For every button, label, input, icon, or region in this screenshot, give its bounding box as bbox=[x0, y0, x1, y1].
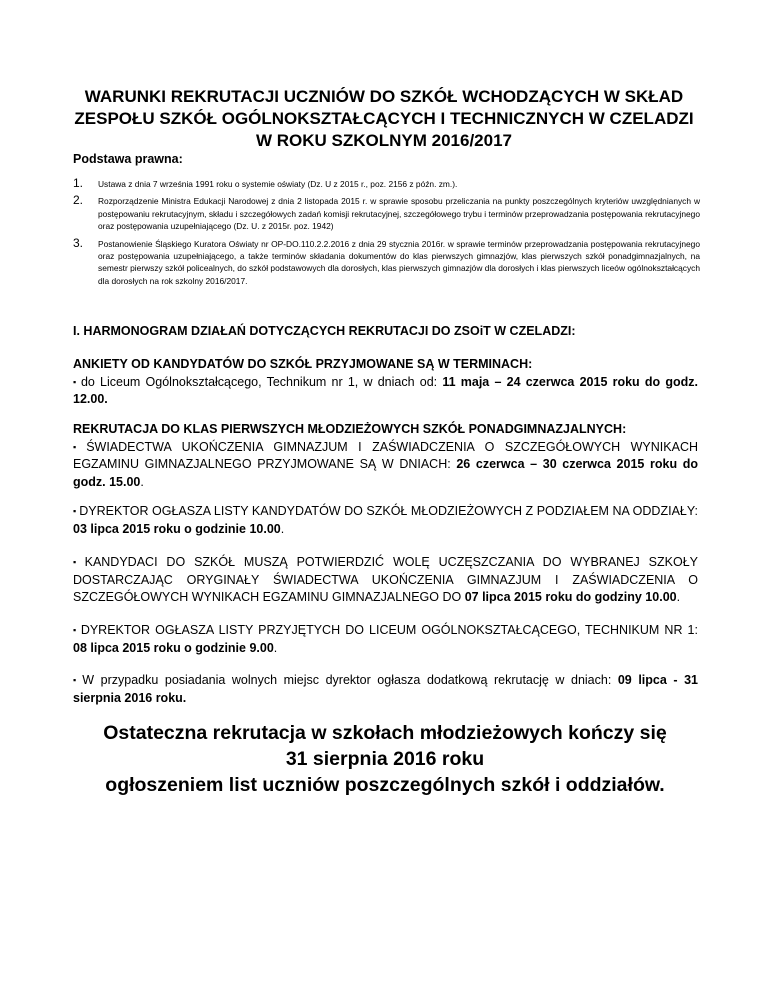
accepted-lists-date: 08 lipca 2015 roku o godzinie 9.00 bbox=[73, 640, 274, 655]
document-title bbox=[70, 86, 698, 152]
list-number: 3. bbox=[73, 235, 84, 250]
square-bullet-icon: ▪ bbox=[73, 675, 80, 685]
candidate-lists-tail: . bbox=[280, 521, 285, 536]
legal-basis-item bbox=[73, 178, 700, 190]
recruitment-heading: REKRUTACJA DO KLAS PIERWSZYCH MŁODZIEŻOWYCH SZKÓŁ PONADGIMNAZJALNYCH: bbox=[73, 422, 627, 436]
candidate-lists-date: 03 lipca 2015 roku o godzinie 10.00 bbox=[73, 521, 281, 536]
legal-basis-text: Rozporządzenie Ministra Edukacji Narodowej z dnia 2 listopada 2015 r. w sprawie sposobu przeliczania na punkty poszczególnych kryteriów uwzględnianych w postępowaniu rekrutacyjnym, składu i szczegółowych zadań komisji rekrutacyjnej, szczegółowego trybu i terminów przeprowadzania postępowania rekrutacyjnego oraz postępowania uzupełniającego (Dz. U. z 2015r. poz. 1942) bbox=[98, 196, 700, 232]
title-line-2: ZESPOŁU SZKÓŁ OGÓLNOKSZTAŁCĄCYCH I TECHNICZNYCH W CZELADZI bbox=[74, 109, 694, 128]
recruitment-paragraph bbox=[73, 421, 698, 491]
recruitment-text: ŚWIADECTWA UKOŃCZENIA GIMNAZJUM I ZAŚWIADCZENIA O SZCZEGÓŁOWYCH WYNIKACH EGZAMINU GIMNAZJALNEGO PRZYJMOWANE SĄ W DNIACH: bbox=[73, 439, 698, 471]
final-line-2: 31 sierpnia 2016 roku bbox=[285, 748, 485, 770]
legal-basis-text: Ustawa z dnia 7 września 1991 roku o systemie oświaty (Dz. U z 2015 r., poz. 2156 z późn. zm.). bbox=[98, 179, 458, 189]
list-number: 1. bbox=[73, 176, 84, 190]
square-bullet-icon: ▪ bbox=[73, 506, 77, 516]
confirmation-text: KANDYDACI DO SZKÓŁ MUSZĄ POTWIERDZIĆ WOLĘ UCZĘSZCZANIA DO WYBRANEJ SZKOŁY DOSTARCZAJĄC ORYGINAŁY ŚWIADECTWA UKOŃCZENIA GIMNAZJUM I ZAŚWIADCZENIA O SZCZEGÓŁOWYCH WYNIKACH EGZAMINU GIMNAZJALNEGO DO bbox=[73, 555, 698, 604]
square-bullet-icon: ▪ bbox=[73, 625, 78, 635]
additional-recruitment-dates: 09 lipca - 31 sierpnia 2016 roku. bbox=[73, 673, 698, 705]
title-line-1: WARUNKI REKRUTACJI UCZNIÓW DO SZKÓŁ WCHODZĄCYCH W SKŁAD bbox=[84, 87, 684, 106]
legal-basis-list bbox=[73, 178, 700, 292]
final-statement bbox=[90, 720, 680, 798]
confirmation-paragraph bbox=[73, 554, 698, 607]
title-line-3: W ROKU SZKOLNYM 2016/2017 bbox=[255, 131, 512, 150]
final-line-3: ogłoszeniem list uczniów poszczególnych szkół i oddziałów. bbox=[105, 774, 665, 796]
schedule-section-title: I. HARMONOGRAM DZIAŁAŃ DOTYCZĄCYCH REKRUTACJI DO ZSOiT W CZELADZI: bbox=[73, 324, 576, 338]
surveys-heading: ANKIETY OD KANDYDATÓW DO SZKÓŁ PRZYJMOWANE SĄ W TERMINACH: bbox=[73, 357, 533, 371]
confirmation-tail: . bbox=[676, 590, 681, 604]
candidate-lists-text: DYREKTOR OGŁASZA LISTY KANDYDATÓW DO SZKÓŁ MŁODZIEŻOWYCH Z PODZIAŁEM NA ODDZIAŁY: bbox=[79, 504, 698, 518]
recruitment-tail: . bbox=[140, 474, 144, 489]
additional-recruitment-text: W przypadku posiadania wolnych miejsc dyrektor ogłasza dodatkową rekrutację w dniach: bbox=[82, 673, 618, 687]
recruitment-dates: 26 czerwca – 30 czerwca 2015 roku do godz. 15.00 bbox=[73, 457, 698, 489]
square-bullet-icon: ▪ bbox=[73, 376, 78, 387]
square-bullet-icon: ▪ bbox=[73, 557, 82, 567]
legal-basis-heading: Podstawa prawna: bbox=[73, 152, 183, 166]
additional-recruitment-paragraph bbox=[73, 672, 698, 707]
accepted-lists-tail: . bbox=[273, 640, 278, 655]
surveys-dates: 11 maja – 24 czerwca 2015 roku do godz. 12.00. bbox=[73, 374, 698, 406]
legal-basis-item bbox=[73, 235, 700, 288]
accepted-lists-paragraph bbox=[73, 622, 698, 657]
final-line-1: Ostateczna rekrutacja w szkołach młodzieżowych kończy się bbox=[103, 722, 667, 744]
list-number: 2. bbox=[73, 193, 84, 208]
legal-basis-item bbox=[73, 195, 700, 232]
confirmation-deadline: 07 lipca 2015 roku do godziny 10.00 bbox=[464, 590, 677, 604]
square-bullet-icon: ▪ bbox=[73, 441, 84, 452]
accepted-lists-text: DYREKTOR OGŁASZA LISTY PRZYJĘTYCH DO LICEUM OGÓLNOKSZTAŁCĄCEGO, TECHNIKUM NR 1: bbox=[80, 623, 698, 637]
legal-basis-text: Postanowienie Śląskiego Kuratora Oświaty nr OP-DO.110.2.2.2016 z dnia 29 stycznia 2016r. w sprawie terminów przeprowadzania postępowania rekrutacyjnego oraz postępowania uzupełniającego, a także terminów składania dokumentów do klas pierwszych gimnazjów, klas pierwszych szkół ponadgimnazjalnych, na semestr pierwszy szkół policealnych, do szkół podstawowych dla dorosłych, klas pierwszych gimnazjów dla dorosłych i klas pierwszych liceów ogólnokształcących dla dorosłych na rok szkolny 2016/2017. bbox=[98, 238, 700, 286]
surveys-text: do Liceum Ogólnokształcącego, Technikum nr 1, w dniach od: bbox=[80, 374, 443, 389]
candidate-lists-paragraph bbox=[73, 503, 698, 538]
surveys-paragraph bbox=[73, 356, 698, 409]
